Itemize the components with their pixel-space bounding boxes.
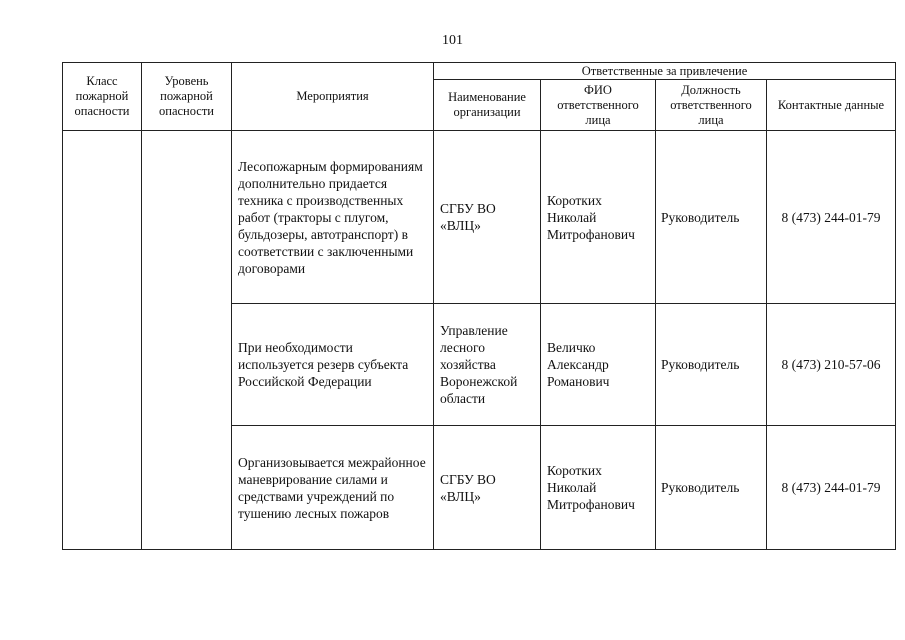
position-cell: Руководитель — [656, 304, 767, 426]
level-cell — [142, 131, 232, 550]
fire-hazard-measures-table — [62, 62, 896, 550]
header-class: Класс пожарной опасности — [63, 63, 142, 131]
header-fio: ФИО ответственного лица — [541, 80, 656, 131]
event-cell: Лесопожарным формированиям дополнительно придается техника с производственных работ (тракторы с плугом, бульдозеры, автотранспорт) в соответствии с заключенными договорами — [232, 131, 434, 304]
position-cell: Руководитель — [656, 426, 767, 550]
position-cell: Руководитель — [656, 131, 767, 304]
table-body — [63, 131, 896, 550]
page-number: 101 — [442, 33, 463, 48]
class-cell — [63, 131, 142, 550]
contacts-cell: 8 (473) 244-01-79 — [767, 131, 896, 304]
organization-cell: СГБУ ВО «ВЛЦ» — [434, 426, 541, 550]
person-cell: Величко Александр Романович — [541, 304, 656, 426]
header-contacts: Контактные данные — [767, 80, 896, 131]
table-header — [63, 63, 896, 131]
person-cell: Коротких Николай Митрофанович — [541, 131, 656, 304]
header-level: Уровень пожарной опасности — [142, 63, 232, 131]
header-events: Мероприятия — [232, 63, 434, 131]
person-cell: Коротких Николай Митрофанович — [541, 426, 656, 550]
contacts-cell: 8 (473) 210-57-06 — [767, 304, 896, 426]
header-organization: Наименование организации — [434, 80, 541, 131]
event-cell: При необходимости используется резерв субъекта Российской Федерации — [232, 304, 434, 426]
table-row — [63, 131, 896, 304]
contacts-cell: 8 (473) 244-01-79 — [767, 426, 896, 550]
event-cell: Организовывается межрайонное маневрирование силами и средствами учреждений по тушению лесных пожаров — [232, 426, 434, 550]
organization-cell: СГБУ ВО «ВЛЦ» — [434, 131, 541, 304]
header-responsible: Ответственные за привлечение — [434, 63, 896, 80]
header-position: Должность ответственного лица — [656, 80, 767, 131]
organization-cell: Управление лесного хозяйства Воронежской области — [434, 304, 541, 426]
